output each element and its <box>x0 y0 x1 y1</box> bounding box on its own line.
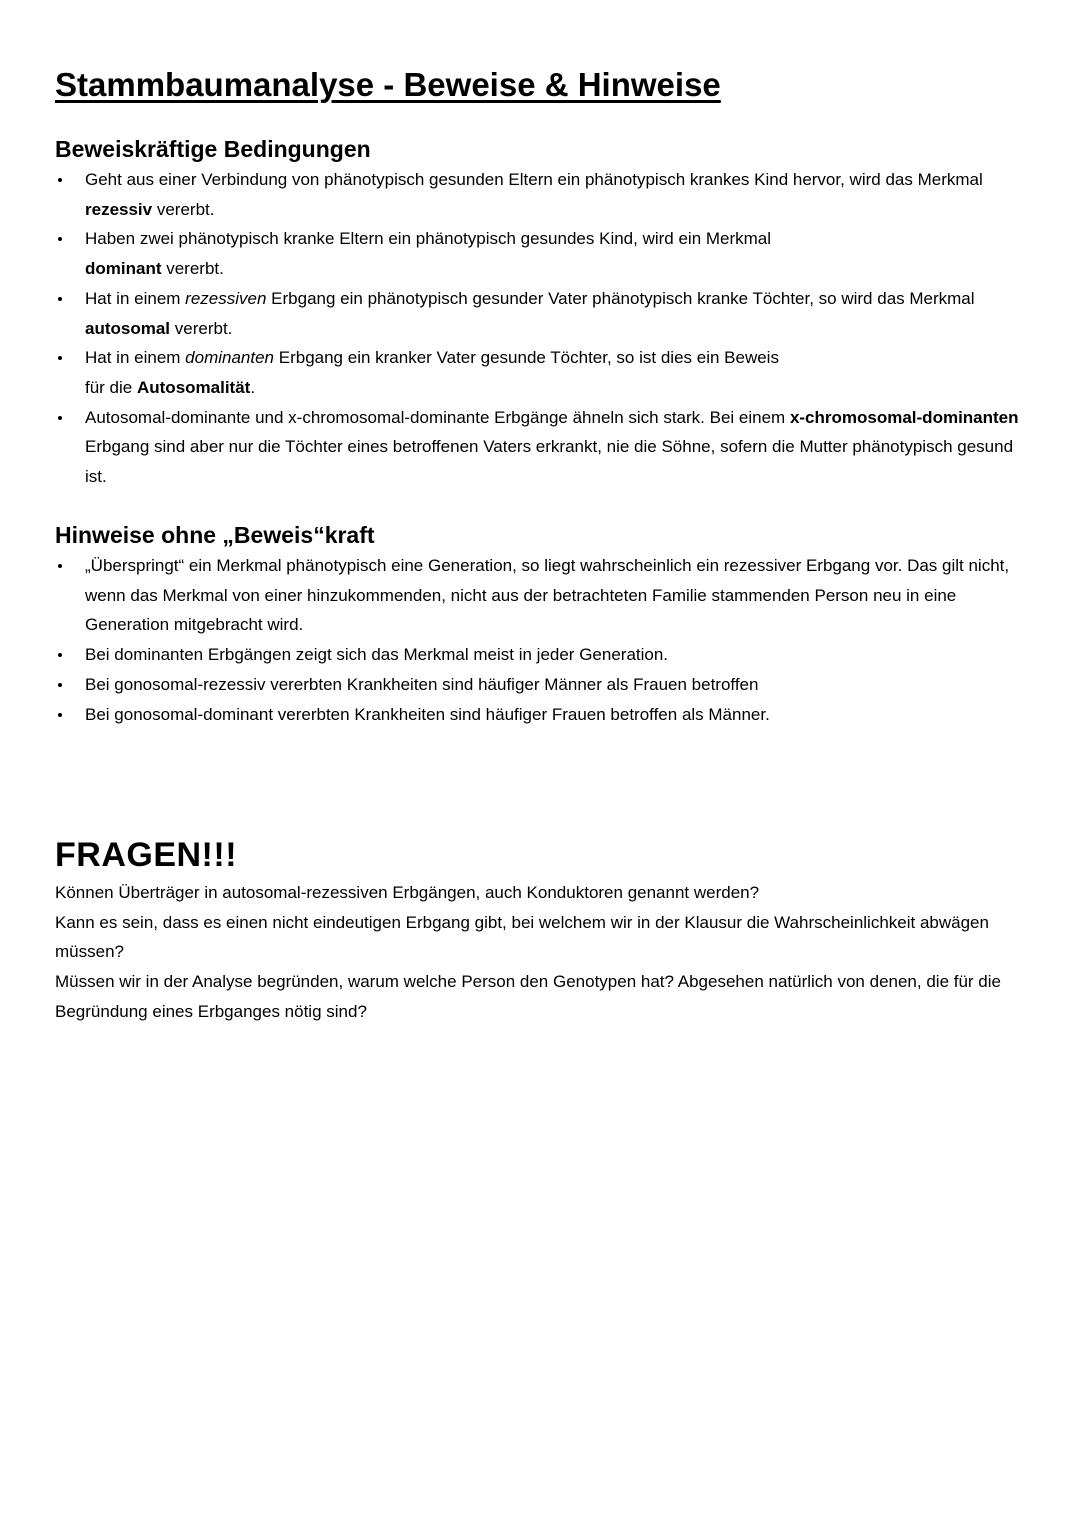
questions-block <box>55 878 1030 1027</box>
list-item: Geht aus einer Verbindung von phänotypisch gesunden Eltern ein phänotypisch krankes Kind hervor, wird das Merkmal rezessiv vererbt. <box>55 165 1030 224</box>
section-heading-hinweise: Hinweise ohne „Beweis“kraft <box>55 522 375 548</box>
list-item: Hat in einem rezessiven Erbgang ein phänotypisch gesunder Vater phänotypisch kranke Töchter, so wird das Merkmal autosomal vererbt. <box>55 284 1030 343</box>
question: Kann es sein, dass es einen nicht eindeutigen Erbgang gibt, bei welchem wir in der Klausur die Wahrscheinlichkeit abwägen müssen? <box>55 912 989 962</box>
question: Können Überträger in autosomal-rezessiven Erbgängen, auch Konduktoren genannt werden? <box>55 883 760 902</box>
question: Müssen wir in der Analyse begründen, warum welche Person den Genotypen hat? Abgesehen natürlich von denen, die für die Begründung eines Erbganges nötig sind? <box>55 972 1001 1021</box>
list-item: Bei gonosomal-dominant vererbten Krankheiten sind häufiger Frauen betroffen als Männer. <box>55 700 1030 730</box>
list-item: Bei dominanten Erbgängen zeigt sich das Merkmal meist in jeder Generation. <box>55 640 1030 670</box>
page-title: Stammbaumanalyse - Beweise & Hinweise <box>55 66 721 103</box>
beweis-list <box>55 165 1030 492</box>
list-item: Haben zwei phänotypisch kranke Eltern ein phänotypisch gesundes Kind, wird ein Merkmal dominant vererbt. <box>55 224 1030 283</box>
list-item: Bei gonosomal-rezessiv vererbten Krankheiten sind häufiger Männer als Frauen betroffen <box>55 670 1030 700</box>
fragen-heading: FRAGEN!!! <box>55 836 238 874</box>
hinweis-list <box>55 551 1030 729</box>
section-heading-beweiskraeftig: Beweiskräftige Bedingungen <box>55 136 371 162</box>
list-item: „Überspringt“ ein Merkmal phänotypisch eine Generation, so liegt wahrscheinlich ein rezessiver Erbgang vor. Das gilt nicht, wenn das Merkmal von einer hinzukommenden, nicht aus der betrachteten Familie stammenden Person neu in eine Generation mitgebracht wird. <box>55 551 1030 640</box>
list-item: Autosomal-dominante und x-chromosomal-dominante Erbgänge ähneln sich stark. Bei einem x-chromosomal-dominanten Erbgang sind aber nur die Töchter eines betroffenen Vaters erkrankt, nie die Söhne, sofern die Mutter phänotypisch gesund ist. <box>55 403 1030 492</box>
list-item: Hat in einem dominanten Erbgang ein kranker Vater gesunde Töchter, so ist dies ein Beweis für die Autosomalität. <box>55 343 1030 402</box>
